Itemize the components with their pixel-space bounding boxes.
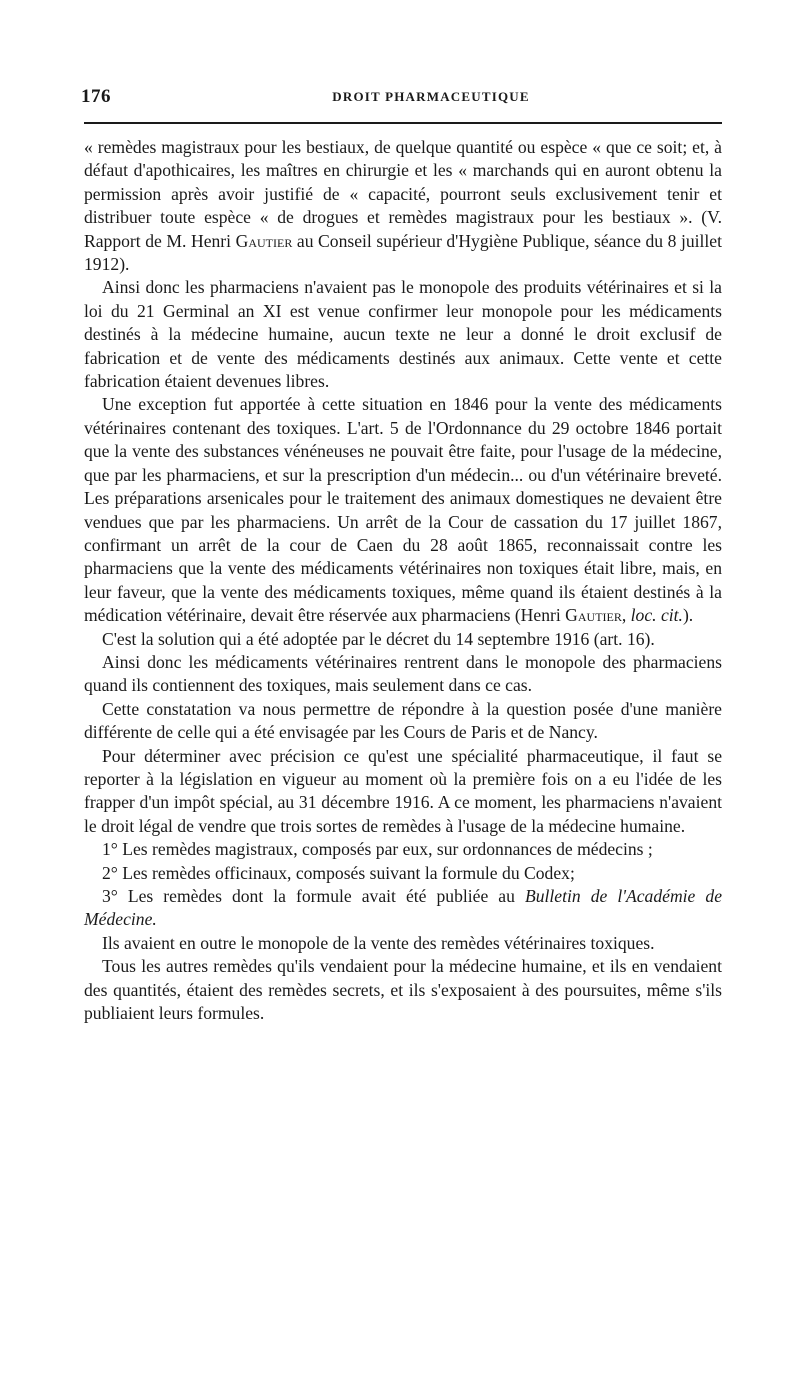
author-name: Gautier, [565,605,627,626]
page-header [81,86,721,110]
paragraph-text: Une exception fut apportée à cette situation en 1846 pour la vente des médicaments vétérinaires contenant des toxiques. L'art. 5 de l'Ordonnance du 29 octobre 1846 portait que la vente des substances vénéneuses ne pouvait être faite, pour l'usage de la médecine, que par les pharmaciens, et sur la prescription d'un médecin... ou d'un vétérinaire breveté. Les préparations arsenicales pour le traitement des animaux domestiques ne devaient être vendues que par les pharmaciens. Un arrêt de la Cour de cassation du 17 juillet 1867, confirmant un arrêt de la cour de Caen du 28 août 1865, reconnaissait contre les pharmaciens que la vente des médicaments vétérinaires non toxiques était libre, mais, en leur faveur, que la vente des médicaments toxiques, même quand ils étaient destinés à la médication vétérinaire, devait être réservée aux pharmaciens (Henri [84,394,722,626]
paragraph: Ainsi donc les pharmaciens n'avaient pas le monopole des produits vétérinaires et si la loi du 21 Germinal an XI est venue confirmer leur monopole pour les médicaments destinés à la médecine humaine, aucun texte ne leur a donné le droit exclusif de fabrication et de vente des médicaments destinés aux animaux. Cette vente et cette fabrication étaient devenues libres. [84,277,722,392]
header-rule [84,122,722,124]
paragraph: Ils avaient en outre le monopole de la vente des remèdes vétérinaires toxiques. [102,932,655,953]
paragraph: C'est la solution qui a été adoptée par le décret du 14 septembre 1916 (art. 16). [102,628,655,649]
citation: loc. cit. [630,605,683,626]
author-name: Gautier [235,230,293,251]
paragraph-text: ). [682,605,694,626]
page-number: 176 [81,86,111,107]
paragraph: Ainsi donc les médicaments vétérinaires rentrent dans le monopole des pharmaciens quand ils contiennent des toxiques, mais seulement dans ce cas. [84,651,722,696]
paragraph: Cette constatation va nous permettre de répondre à la question posée d'une manière différente de celle qui a été envisagée par les Cours de Paris et de Nancy. [84,698,722,743]
list-item: 2° Les remèdes officinaux, composés suivant la formule du Codex; [102,862,575,883]
paragraph: Pour déterminer avec précision ce qu'est une spécialité pharmaceutique, il faut se reporter à la législation en vigueur au moment où la première fois on a eu l'idée de les frapper d'un impôt spécial, au 31 décembre 1916. A ce moment, les pharmaciens n'avaient le droit légal de vendre que trois sortes de remèdes à l'usage de la médecine humaine. [84,745,722,836]
list-item: 1° Les remèdes magistraux, composés par eux, sur ordonnances de médecins ; [102,839,653,860]
paragraph: Tous les autres remèdes qu'ils vendaient pour la médecine humaine, et ils en vendaient des quantités, étaient des remèdes secrets, et ils s'exposaient à des poursuites, même s'ils publiaient leurs formules. [84,956,722,1024]
paragraph-text: « remèdes magistraux pour les bestiaux, de quelque quantité ou espèce « que ce soit; et, à défaut d'apothicaires, les maîtres en chirurgie et les « marchands qui en auront obtenu la permission après avoir justifié de « capacité, pourront seuls exclusivement tenir et distribuer toute espèce « de drogues et remèdes magistraux pour les bestiaux ». (V. Rapport de M. Henri [84,137,722,251]
journal-title: Bulletin de l'Académie de Médecine. [84,886,722,930]
running-title: DROIT PHARMACEUTIQUE [332,89,530,104]
paragraph [84,393,722,627]
list-item [84,885,722,932]
body-text [84,136,722,1025]
paragraph-text: 3° Les remèdes dont la formule avait été publiée au [102,886,515,906]
paragraph-quote [84,136,722,276]
paragraph-text: au Conseil supérieur d'Hygiène Publique, séance du 8 juillet 1912). [84,230,722,275]
